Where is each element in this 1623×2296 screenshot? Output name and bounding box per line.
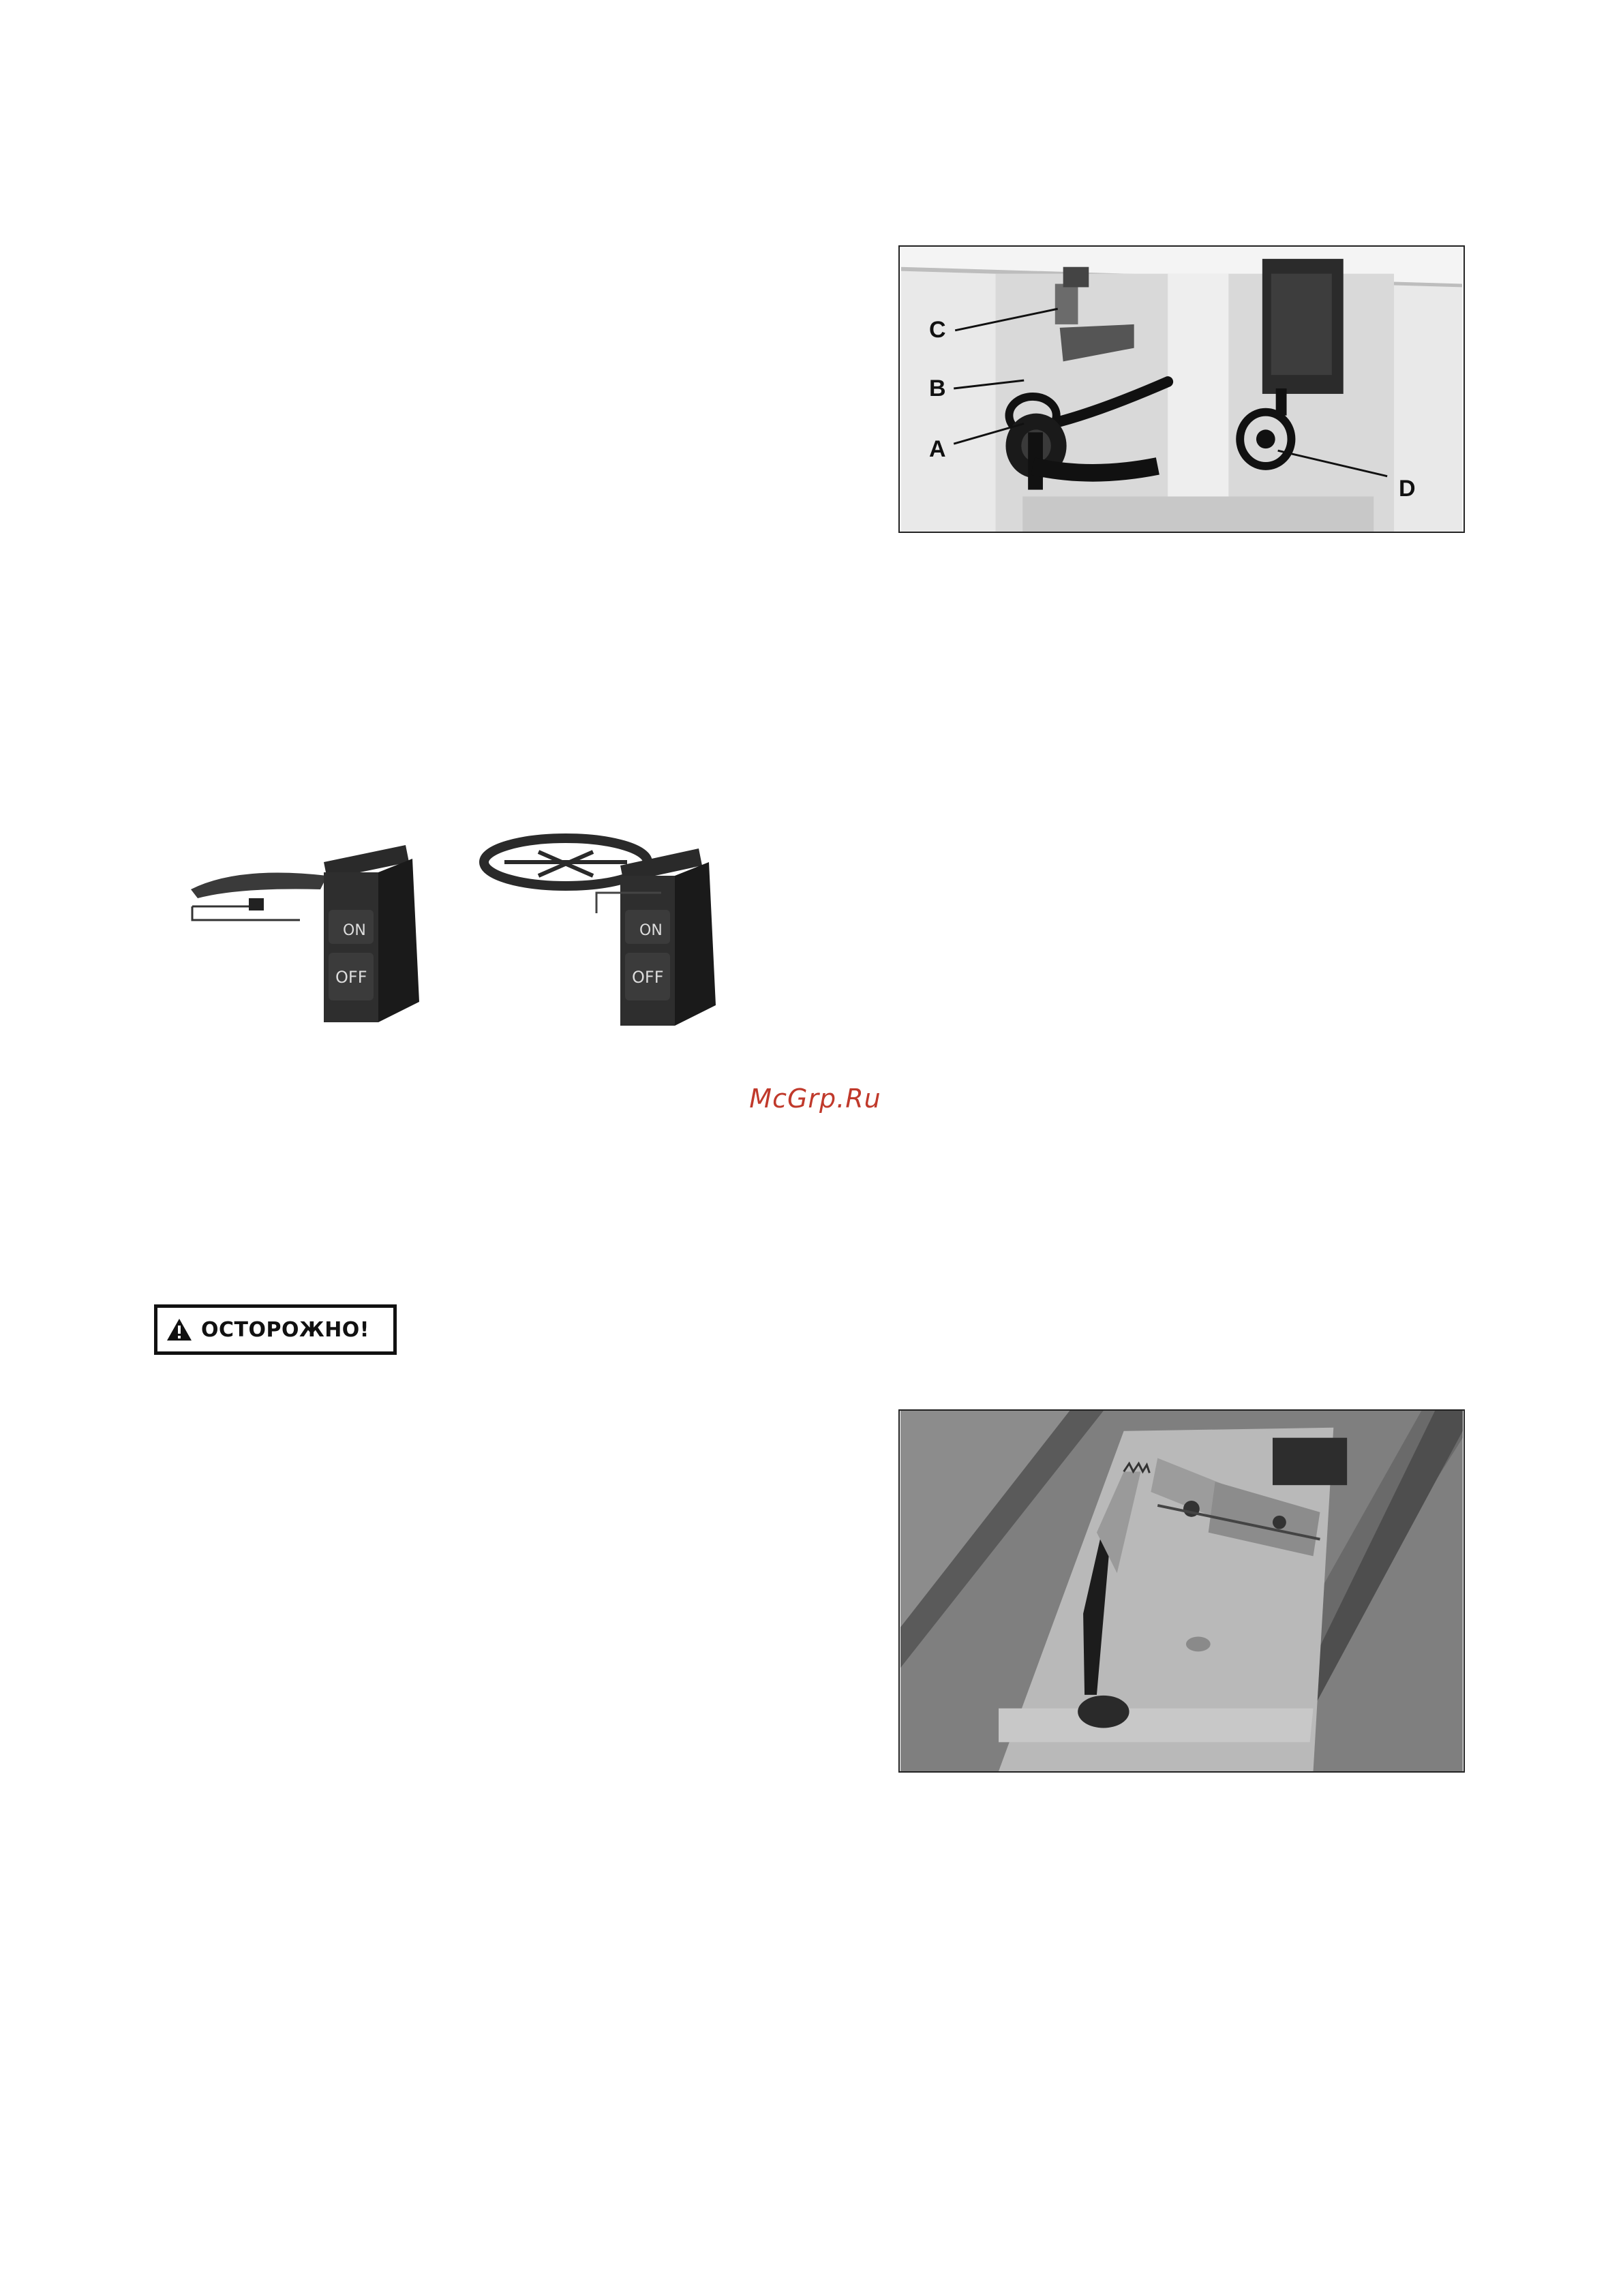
blade-insert-photo xyxy=(898,1409,1465,1773)
warning-triangle-icon xyxy=(166,1317,193,1342)
warning-label xyxy=(154,1304,397,1355)
switch-drawing xyxy=(184,825,757,1029)
left-on-label: ON xyxy=(343,922,366,939)
callout-d: D xyxy=(1399,476,1416,502)
left-off-label: OFF xyxy=(335,968,367,987)
saw-controls-photo xyxy=(898,245,1465,533)
right-off-label: OFF xyxy=(632,968,664,987)
callout-b: B xyxy=(929,376,946,401)
warning-text: ОСТОРОЖНО! xyxy=(201,1317,369,1342)
callout-a: A xyxy=(929,436,946,462)
switch-illustrations xyxy=(184,825,757,1029)
watermark: McGrp.Ru xyxy=(749,1084,881,1114)
blade-insert-illustration xyxy=(900,1411,1463,1771)
callout-c: C xyxy=(929,317,946,343)
saw-controls-illustration xyxy=(900,247,1463,532)
right-on-label: ON xyxy=(639,922,663,939)
